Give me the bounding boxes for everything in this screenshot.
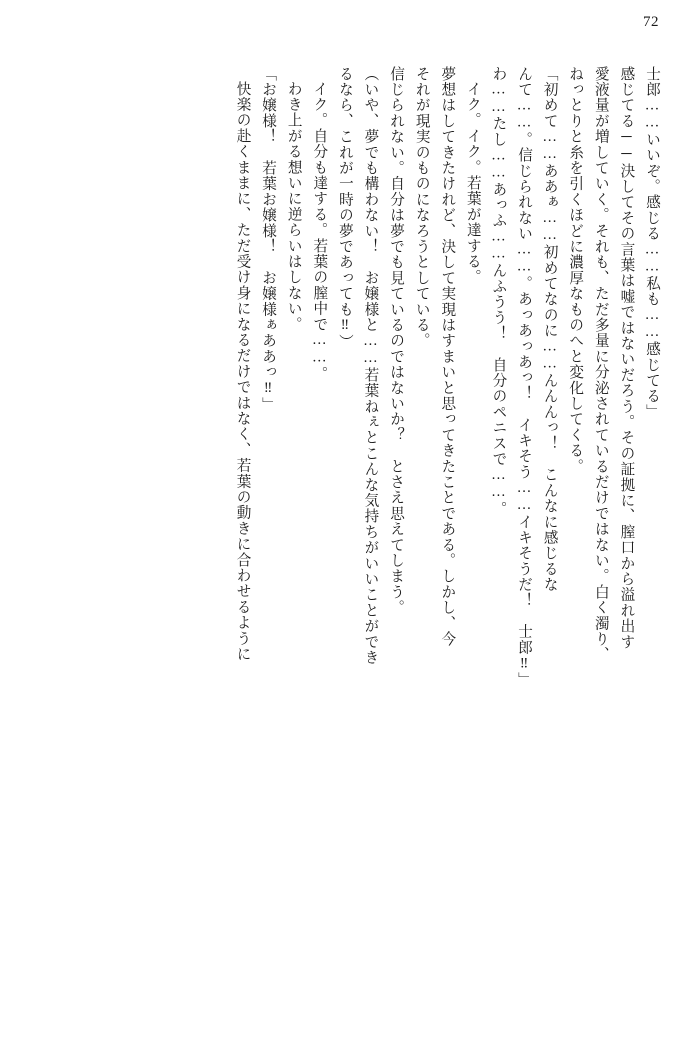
text-line: 「お嬢様！ 若葉お嬢様！ お嬢様ぁああっ‼」 [260, 66, 277, 413]
page-number: 72 [643, 14, 659, 30]
text-line: イク。イク。若葉が達する。 [464, 81, 481, 286]
text-line: わ……たし……あっふ……んふうう！ 自分のペニスで……。 [490, 66, 507, 517]
text-line: ねっとりと糸を引くほどに濃厚なものへと変化してくる。 [567, 66, 584, 475]
text-line: 信じられない。自分は夢でも見ているのではないか？ とさえ思えてしまう。 [388, 66, 405, 616]
text-line: 感じてる──決してその言葉は嘘ではないだろう。その証拠に、膣口から溢れ出す [618, 66, 635, 650]
text-line: るなら、これが一時の夢であっても‼） [336, 66, 353, 350]
text-line: んて……。信じられない……。あっあっあっ！ イキそう……イキそうだ！ 士郎‼」 [516, 66, 533, 689]
text-line: 愛液量が増していく。それも、ただ多量に分泌されているだけではない。白く濁り、 [592, 66, 609, 663]
text-line: 士郎……いいぞ。感じる……私も……感じてる」 [644, 66, 660, 420]
text-line: わき上がる想いに逆らいはしない。 [285, 81, 302, 333]
text-line: イク。自分も達する。若葉の膣中で……。 [311, 81, 328, 383]
text-line: （いや、夢でも構わない！ お嬢様と……若葉ねぇとこんな気持ちがいいことができ [362, 66, 379, 666]
text-line: 快楽の赴くままに、ただ受け身になるだけではなく、若葉の動きに合わせるように [234, 81, 251, 662]
text-line: それが現実のものになろうとしている。 [413, 66, 430, 349]
vertical-body-text [34, 66, 659, 1014]
text-line: 夢想はしてきたけれど、決して実現はすまいと思ってきたことである。しかし、今 [439, 66, 456, 647]
text-line: 「初めて……ああぁ……初めてなのに……んんんっ！ こんなに感じるな [541, 66, 558, 593]
